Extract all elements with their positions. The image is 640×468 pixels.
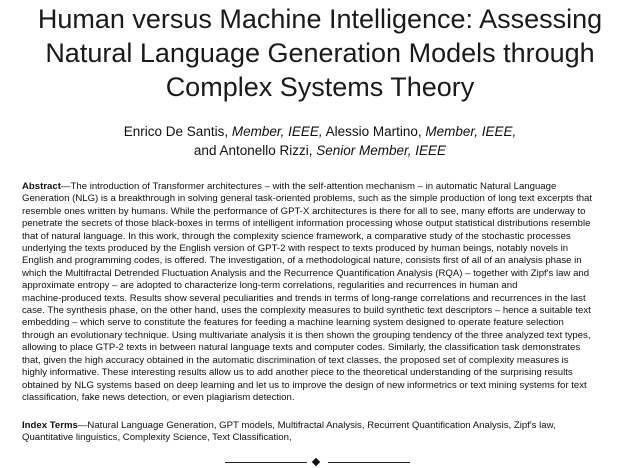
abstract-label: Abstract: [22, 181, 61, 192]
abstract-line: obtained by NLG systems based on deep learning and let us to improve the design of new informetrics or text mining systems for text: [22, 379, 587, 391]
diamond-ornament-icon: [312, 458, 320, 466]
abstract-line: through an evolutionary technique. Using multivariate analysis it is then shown the grouping tendency of the three analyzed text types,: [22, 329, 591, 341]
index-terms-text: —Natural Language Generation, GPT models, Multifractal Analysis, Recurrent Quantification Analysis, Zipf's law,: [77, 420, 556, 431]
author-3-name: and Antonello Rizzi,: [193, 143, 317, 158]
abstract-line: machine-produced texts. Results show several peculiarities and trends in terms of long-range correlations and recurrences in the last: [22, 292, 586, 304]
abstract-line: Generation (NLG) is a breakthrough in solving general task-oriented problems, such as the simple production of long text excerpts that: [22, 193, 593, 205]
abstract-line: approximate entropy – are adopted to characterize long-term correlations, regularities and recurrences in human and: [22, 280, 518, 292]
abstract-line: underlying the texts produced by the English version of GPT-2 with respect to texts produced by human beings, notably novels in: [22, 243, 569, 255]
title-line-1: Human versus Machine Intelligence: Assessing: [37, 4, 603, 34]
author-2-role: Member, IEEE,: [425, 124, 517, 139]
index-terms-line: Quantitative linguistics, Complexity Science, Text Classification,: [22, 432, 292, 444]
abstract-line: [22, 181, 618, 193]
section-divider: [0, 459, 640, 467]
abstract-line: classification, fake news detection, or even plagiarism detection.: [22, 391, 295, 403]
abstract-line: resemble ones written by humans. While the performance of GPT-X architectures is there for all to see, many efforts are underway to: [22, 205, 586, 217]
divider-rule-right: [328, 462, 410, 463]
divider-rule-left: [225, 462, 307, 463]
index-terms-label: Index Terms: [22, 420, 78, 431]
author-2-name: Alessio Martino,: [322, 124, 426, 139]
abstract-line: English and programming codes, is offered. The investigation, of a methodological nature, consists first of all of an analysis phase in: [22, 255, 582, 267]
abstract-line: case. The synthesis phase, on the other hand, uses the complexity measures to build synthetic text descriptors – hence a suitable text: [22, 305, 591, 317]
author-1-role: Member, IEEE,: [231, 124, 323, 139]
abstract-line: that of natural language. In this work, through the complexity science framework, a comparative study of the stochastic processes: [22, 230, 571, 242]
author-3-role: Senior Member, IEEE: [316, 143, 447, 158]
abstract-line: highly informative. These interesting results allow us to add another piece to the theoretical understanding of the surprising results: [22, 367, 573, 379]
abstract-line: allowing to place GTP-2 texts in between natural language texts and computer codes. Similarly, the classification task demonstrates: [22, 342, 581, 354]
author-block: [0, 122, 640, 160]
author-line-1: [0, 122, 640, 141]
index-terms-line: [22, 420, 618, 432]
author-line-2: [0, 141, 640, 160]
abstract-line: penetrate the secrets of those black-boxes in terms of intelligent information processing whose output statistical distributions resemble: [22, 218, 591, 230]
abstract-line: which the Multifractal Detrended Fluctuation Analysis and the Recurrence Quantification Analysis (RQA) – together with Zipf's law and: [22, 267, 590, 279]
title-line-3: Complex Systems Theory: [165, 72, 475, 102]
title-line-2: Natural Language Generation Models through: [45, 38, 595, 68]
abstract: [22, 181, 618, 404]
author-1-name: Enrico De Santis,: [123, 124, 232, 139]
abstract-line: that, given the high accuracy obtained in the automatic discrimination of text classes, the proposed set of complexity measures is: [22, 354, 569, 366]
paper-title: [0, 2, 640, 104]
abstract-line: embedding – which serve to constitute the features for feeding a machine learning system designed to operate feature selection: [22, 317, 564, 329]
abstract-text: —The introduction of Transformer architectures – with the self-attention mechanism – in automatic Natural Language: [60, 181, 557, 192]
index-terms: [22, 420, 618, 445]
